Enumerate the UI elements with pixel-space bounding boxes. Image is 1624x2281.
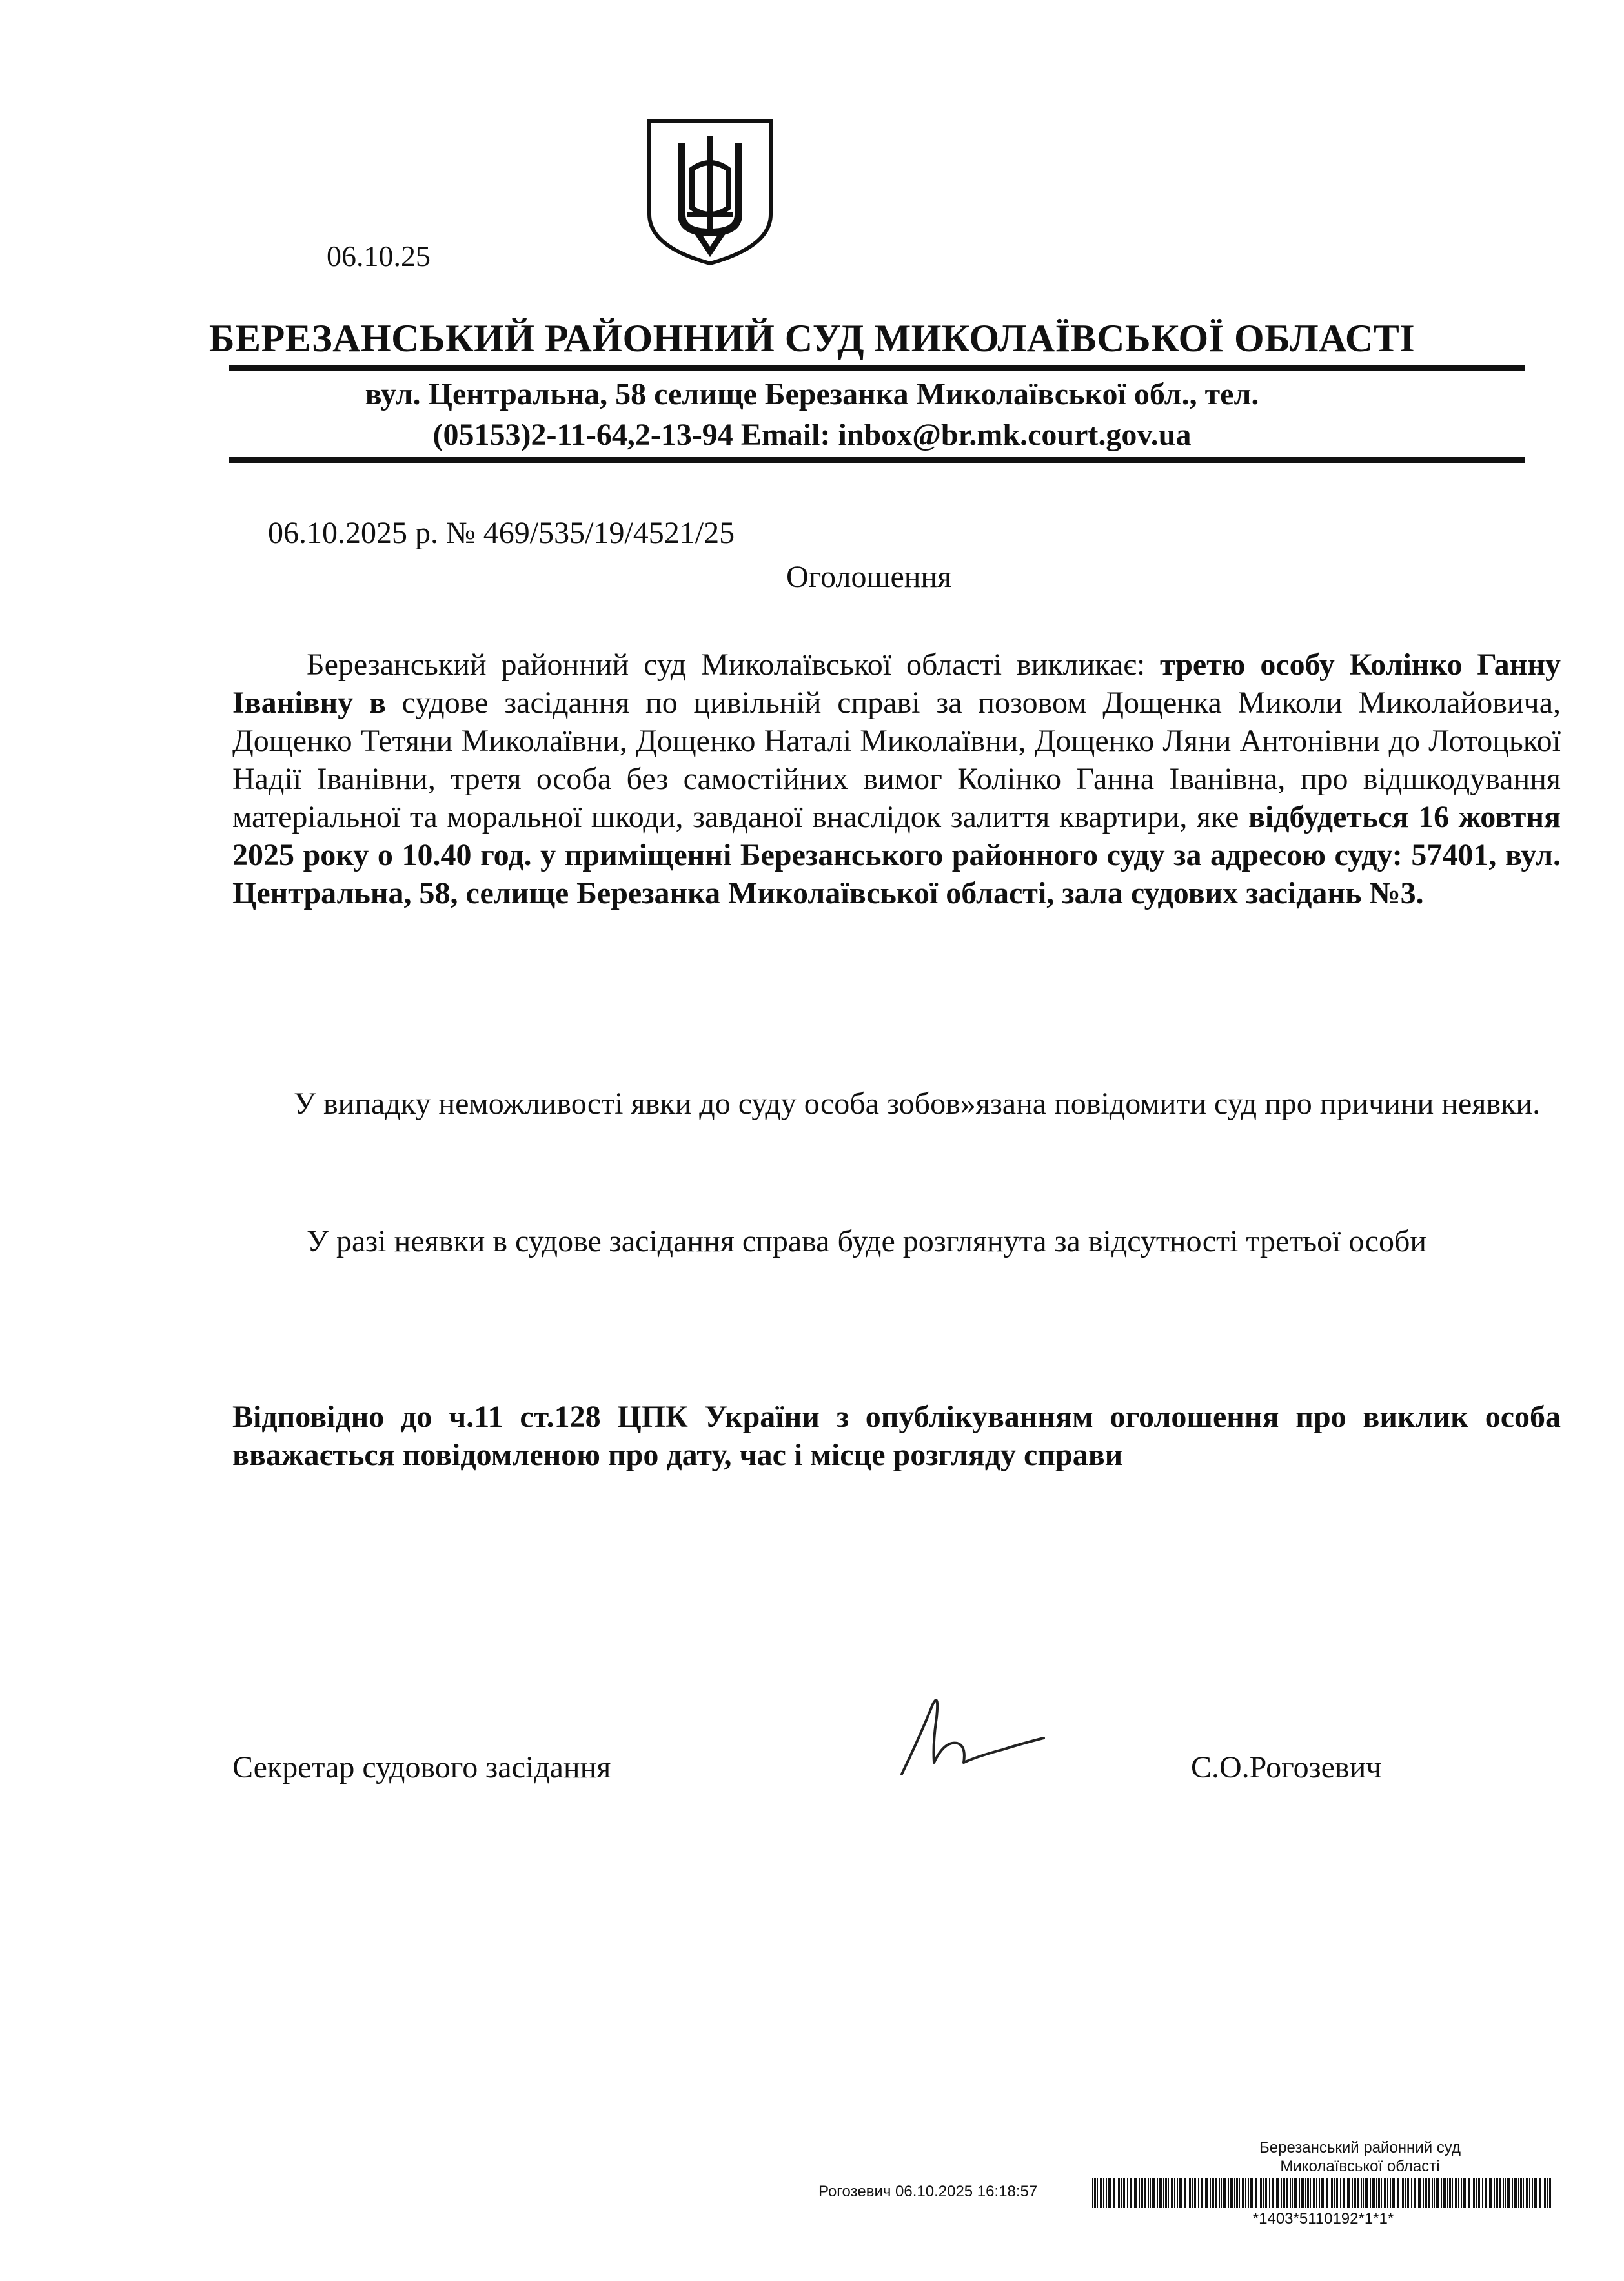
registration-number: 06.10.2025 р. № 469/535/19/4521/25 xyxy=(268,516,735,550)
barcode-bar xyxy=(1168,2178,1169,2208)
barcode-bar xyxy=(1434,2178,1435,2208)
barcode-bar xyxy=(1441,2178,1442,2208)
barcode-bar xyxy=(1331,2178,1333,2208)
legal-basis-paragraph: Відповідно до ч.11 ст.128 ЦПК України з опублікуванням оголошення про виклик особа вважається повідомленою про дату, час і місце розгляду справи xyxy=(232,1400,1561,1472)
barcode-bar xyxy=(1468,2178,1470,2208)
barcode-bar xyxy=(1343,2178,1345,2208)
barcode-bar xyxy=(1321,2178,1324,2208)
barcode-bar xyxy=(1139,2178,1140,2208)
stamp-signature-timestamp: Рогозевич 06.10.2025 16:18:57 xyxy=(818,2183,1038,2200)
barcode-bar xyxy=(1159,2178,1162,2208)
barcode-bar xyxy=(1539,2178,1541,2208)
barcode-bar xyxy=(1532,2178,1533,2208)
stamp-org-line-1: Березанський районний суд xyxy=(1259,2139,1461,2156)
barcode-bar xyxy=(1134,2178,1137,2208)
signer-role: Секретар судового засідання xyxy=(232,1750,611,1785)
summons-paragraph xyxy=(232,646,1561,912)
stamp-org-line-2: Миколаївської області xyxy=(1280,2158,1440,2175)
barcode-bar xyxy=(1443,2178,1446,2208)
barcode-bar xyxy=(1494,2178,1495,2208)
barcode-bar xyxy=(1201,2178,1203,2208)
header-divider-bottom xyxy=(229,457,1525,463)
barcode-bar xyxy=(1526,2178,1528,2208)
barcode-bar xyxy=(1113,2178,1115,2208)
barcode-bar xyxy=(1473,2178,1475,2208)
barcode-bar xyxy=(1384,2178,1386,2208)
barcode-bar xyxy=(1215,2178,1217,2208)
barcode-bar xyxy=(1130,2178,1132,2208)
barcode-bar xyxy=(1352,2178,1353,2208)
barcode-bar xyxy=(1221,2178,1222,2208)
barcode-bar xyxy=(1228,2178,1229,2208)
barcode-bar xyxy=(1405,2178,1406,2208)
barcode-bar xyxy=(1242,2178,1244,2208)
barcode-bar xyxy=(1265,2178,1267,2208)
barcode-bar xyxy=(1255,2178,1257,2208)
barcode-bar xyxy=(1347,2178,1350,2208)
barcode-bar xyxy=(1294,2178,1297,2208)
barcode-bar xyxy=(1212,2178,1214,2208)
signer-name: С.О.Рогозевич xyxy=(1191,1750,1382,1785)
barcode-bar xyxy=(1425,2178,1427,2208)
barcode-bar xyxy=(1357,2178,1359,2208)
barcode-bar xyxy=(1402,2178,1404,2208)
barcode-bar xyxy=(1476,2178,1477,2208)
barcode-bar xyxy=(1316,2178,1317,2208)
document-title: Оголошення xyxy=(786,560,952,594)
barcode-bar xyxy=(1529,2178,1530,2208)
barcode-bar xyxy=(1482,2178,1483,2208)
court-name: БЕРЕЗАНСЬКИЙ РАЙОННИЙ СУД МИКОЛАЇВСЬКОЇ ОБЛАСТІ xyxy=(208,317,1416,360)
barcode-bar xyxy=(1100,2178,1102,2208)
hearing-details: відбудеться 16 жовтня 2025 року о 10.40 год. у приміщенні Березанського районного суду за адресою суду: 57401, вул. Центральна, 58, селище Березанка Миколаївської області, зала судових засідань №3. xyxy=(232,800,1561,910)
document-date: 06.10.25 xyxy=(327,240,431,272)
barcode-bar xyxy=(1376,2178,1377,2208)
barcode-bar xyxy=(1194,2178,1196,2208)
barcode-bar xyxy=(1432,2178,1433,2208)
barcode-bar xyxy=(1171,2178,1173,2208)
barcode-bar xyxy=(1418,2178,1421,2208)
barcode-bar xyxy=(1108,2178,1111,2208)
barcode-bar xyxy=(1205,2178,1208,2208)
absence-notice-paragraph: У випадку неможливості явки до суду особа зобов»язана повідомити суд про причини неявки. xyxy=(294,1087,1541,1121)
barcode-bar xyxy=(1407,2178,1409,2208)
summons-intro: Березанський районний суд Миколаївської області викликає: xyxy=(307,648,1161,682)
barcode-bar xyxy=(1283,2178,1285,2208)
barcode-bar xyxy=(1250,2178,1253,2208)
barcode-bar xyxy=(1148,2178,1149,2208)
barcode-bar xyxy=(1177,2178,1178,2208)
barcode-bar xyxy=(1299,2178,1300,2208)
barcode-bar xyxy=(1290,2178,1291,2208)
coat-of-arms-icon xyxy=(645,118,775,267)
barcode-bar xyxy=(1365,2178,1368,2208)
barcode-bar xyxy=(1489,2178,1492,2208)
barcode-bar xyxy=(1390,2178,1391,2208)
barcode-bar xyxy=(1236,2178,1238,2208)
barcode-bar xyxy=(1499,2178,1501,2208)
barcode-bar xyxy=(1305,2178,1306,2208)
summons-in: в xyxy=(353,686,386,720)
barcode-bar xyxy=(1463,2178,1466,2208)
barcode-bar xyxy=(1452,2178,1453,2208)
barcode-bar xyxy=(1230,2178,1233,2208)
barcode-bar xyxy=(1458,2178,1459,2208)
barcode-bar xyxy=(1184,2178,1186,2208)
barcode-bar xyxy=(1392,2178,1395,2208)
barcode-bar xyxy=(1198,2178,1199,2208)
barcode-bar xyxy=(1518,2178,1519,2208)
barcode-number: *1403*5110192*1*1* xyxy=(1252,2210,1394,2227)
non-appearance-paragraph: У разі неявки в судове засідання справа буде розглянута за відсутності третьої особи xyxy=(307,1224,1427,1258)
barcode-bar xyxy=(1310,2178,1311,2208)
barcode-bar xyxy=(1414,2178,1416,2208)
barcode-bar xyxy=(1106,2178,1107,2208)
barcode-bar xyxy=(1234,2178,1235,2208)
barcode-bar xyxy=(1269,2178,1270,2208)
barcode-bar xyxy=(1127,2178,1128,2208)
barcode-bar xyxy=(1370,2178,1371,2208)
header-divider-top xyxy=(229,365,1525,371)
barcode-bar xyxy=(1192,2178,1193,2208)
barcode-bar xyxy=(1378,2178,1380,2208)
barcode-bar xyxy=(1121,2178,1122,2208)
barcode-bar xyxy=(1094,2178,1096,2208)
barcode-bar xyxy=(1512,2178,1513,2208)
barcode-bar xyxy=(1505,2178,1506,2208)
barcode-bar xyxy=(1174,2178,1175,2208)
barcode xyxy=(1091,2178,1556,2208)
barcode-bar xyxy=(1313,2178,1315,2208)
barcode-bar xyxy=(1411,2178,1412,2208)
barcode-bar xyxy=(1301,2178,1304,2208)
barcode-bar xyxy=(1272,2178,1274,2208)
barcode-bar xyxy=(1141,2178,1143,2208)
barcode-bar xyxy=(1307,2178,1309,2208)
court-address-line-1: вул. Центральна, 58 селище Березанка Миколаївської обл., тел. xyxy=(365,377,1259,411)
barcode-bar xyxy=(1340,2178,1341,2208)
barcode-bar xyxy=(1436,2178,1439,2208)
barcode-bar xyxy=(1276,2178,1279,2208)
barcode-bar xyxy=(1447,2178,1448,2208)
barcode-bar xyxy=(1263,2178,1264,2208)
barcode-bar xyxy=(1219,2178,1220,2208)
barcode-bar xyxy=(1326,2178,1328,2208)
barcode-bar xyxy=(1478,2178,1480,2208)
barcode-bar xyxy=(1223,2178,1226,2208)
barcode-bar xyxy=(1179,2178,1182,2208)
barcode-bar xyxy=(1455,2178,1457,2208)
barcode-bar xyxy=(1449,2178,1451,2208)
barcode-bar xyxy=(1092,2178,1093,2208)
barcode-bar xyxy=(1461,2178,1462,2208)
barcode-bar xyxy=(1485,2178,1487,2208)
barcode-bar xyxy=(1363,2178,1364,2208)
barcode-bar xyxy=(1163,2178,1164,2208)
barcode-bar xyxy=(1507,2178,1510,2208)
barcode-bar xyxy=(1319,2178,1320,2208)
barcode-bar xyxy=(1286,2178,1288,2208)
barcode-bar xyxy=(1544,2178,1546,2208)
barcode-bar xyxy=(1189,2178,1191,2208)
barcode-bar xyxy=(1281,2178,1282,2208)
barcode-bar xyxy=(1523,2178,1524,2208)
barcode-bar xyxy=(1534,2178,1537,2208)
barcode-bar xyxy=(1496,2178,1498,2208)
barcode-bar xyxy=(1210,2178,1211,2208)
barcode-bar xyxy=(1549,2178,1551,2208)
barcode-bar xyxy=(1423,2178,1424,2208)
barcode-bar xyxy=(1123,2178,1125,2208)
barcode-bar xyxy=(1248,2178,1249,2208)
barcode-bar xyxy=(1381,2178,1382,2208)
court-address-line-2: (05153)2-11-64,2-13-94 Email: inbox@br.mk.court.gov.ua xyxy=(432,418,1192,452)
barcode-bar xyxy=(1292,2178,1293,2208)
barcode-bar xyxy=(1334,2178,1335,2208)
barcode-bar xyxy=(1514,2178,1517,2208)
summoned-person: третю особу Колінко Ганну Іванівну xyxy=(232,648,1561,720)
barcode-bar xyxy=(1372,2178,1375,2208)
barcode-bar xyxy=(1397,2178,1399,2208)
barcode-bar xyxy=(1336,2178,1338,2208)
barcode-bar xyxy=(1150,2178,1151,2208)
handwritten-signature xyxy=(894,1679,1049,1782)
barcode-bar xyxy=(1547,2178,1548,2208)
barcode-bar xyxy=(1503,2178,1504,2208)
barcode-bar xyxy=(1157,2178,1158,2208)
barcode-bar xyxy=(1152,2178,1155,2208)
barcode-bar xyxy=(1118,2178,1120,2208)
barcode-bar xyxy=(1520,2178,1522,2208)
barcode-bar xyxy=(1260,2178,1262,2208)
barcode-bar xyxy=(1103,2178,1104,2208)
barcode-bar xyxy=(1239,2178,1240,2208)
case-description: судове засідання по цивільній справі за позовом Дощенка Миколи Миколайовича, Дощенко Тетяни Миколаївни, Дощенко Наталі Миколаївни, Дощенко Ляни Антонівни до Лотоцької Надії Іванівни, третя особа без самостійних вимог Колінко Ганна Іванівна, про відшкодування матеріальної та моральної шкоди, завданої внаслідок залиття квартири, яке xyxy=(232,686,1561,834)
barcode-bar xyxy=(1354,2178,1356,2208)
barcode-bar xyxy=(1144,2178,1146,2208)
barcode-bar xyxy=(1428,2178,1430,2208)
barcode-bar xyxy=(1097,2178,1098,2208)
barcode-bar xyxy=(1361,2178,1362,2208)
barcode-bar xyxy=(1165,2178,1167,2208)
barcode-bar xyxy=(1387,2178,1388,2208)
barcode-bar xyxy=(1245,2178,1246,2208)
